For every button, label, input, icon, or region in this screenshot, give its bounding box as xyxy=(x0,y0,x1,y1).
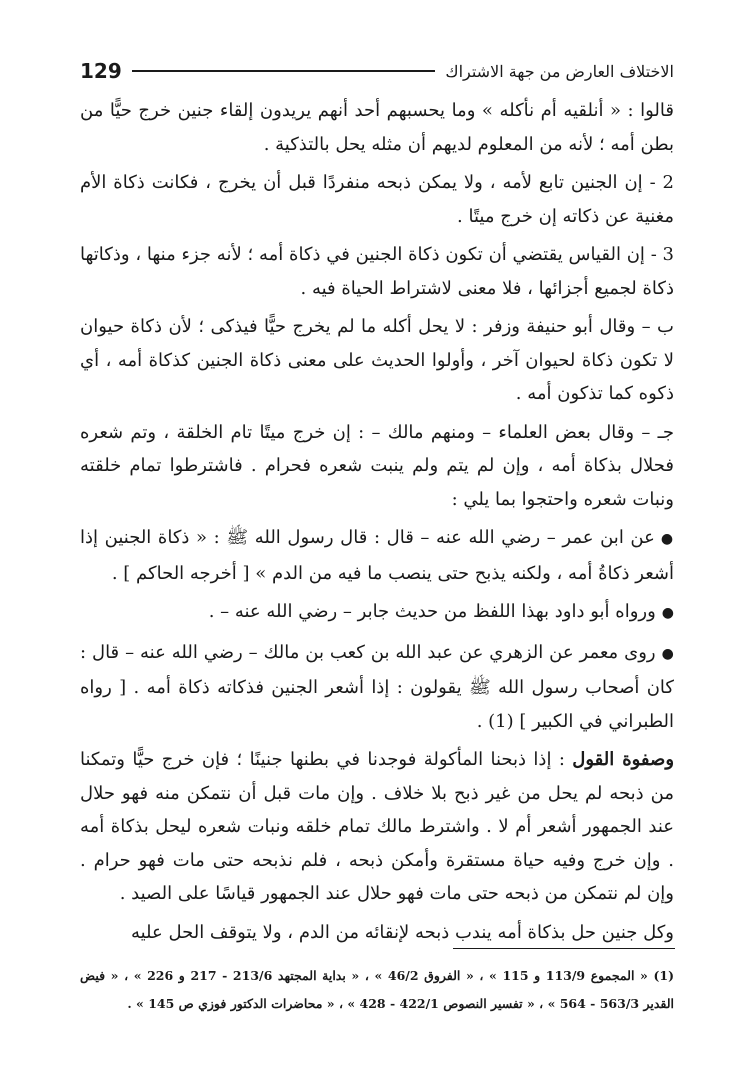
page-header xyxy=(80,58,674,84)
summary-text: : إذا ذبحنا المأكولة فوجدنا في بطنها جنينًا ؛ فإن خرج حيًّا وتمكنا من ذبحه لم يحل من غير ذبح بلا خلاف . وإن مات قبل أن نتمكن منه فهو حلال عند الجمهور أشعر أم لا . واشترط مالك تمام خلقه ونبات شعره ليحل بذكاة أمه . وإن خرج وفيه حياة مستقرة وأمكن ذبحه ، فلم نذبحه حتى مات فهو حرام . وإن لم نتمكن من ذبحه حتى مات فهو حلال عند الجمهور قياسًا على الصيد . xyxy=(80,749,674,904)
paragraph-3: 3 - إن القياس يقتضي أن تكون ذكاة الجنين في ذكاة أمه ؛ لأنه جزء منها ، وذكاتها ذكاة لجميع أجزائها ، فلا معنى لاشتراط الحياة فيه . xyxy=(80,244,674,299)
page-number: 129 xyxy=(80,59,122,83)
header-rule xyxy=(132,70,436,72)
running-title: الاختلاف العارض من جهة الاشتراك xyxy=(445,61,674,81)
footnote: (1) « المجموع 113/9 و 115 » ، « الفروق 46/2 » ، « بداية المجتهد 213/6 - 217 و 226 » ، « فيض القدير 563/3 - 564 » ، « تفسير النصوص 422/1 - 428 » ، « محاضرات الدكتور فوزي ص 145 » . xyxy=(80,968,674,1011)
paragraph-4: ب – وقال أبو حنيفة وزفر : لا يحل أكله ما لم يخرج حيًّا فيذكى ؛ لأن ذكاة حيوان لا تكون ذكاة لحيوان آخر ، وأولوا الحديث على معنى ذكاة الجنين كذكاة أمه ، أي ذكوه كما تذكون أمه . xyxy=(80,316,674,404)
closing-paragraph: وكل جنين حل بذكاة أمه يندب ذبحه لإنقائه من الدم ، ولا يتوقف الحل عليه xyxy=(130,921,674,943)
summary-paragraph xyxy=(80,743,674,911)
page-body xyxy=(80,94,674,954)
bullet-item-2: ● ورواه أبو داود بهذا اللفظ من حديث جابر – رضي الله عنه – . xyxy=(80,595,674,631)
footnote-divider xyxy=(453,948,675,949)
paragraph-5: جـ – وقال بعض العلماء – ومنهم مالك – : إن خرج ميتًا تام الخلقة ، وتم شعره فحلال بذكاة أمه ، وإن لم يتم ولم ينبت شعره فحرام . فاشترطوا تمام خلقته ونبات شعره واحتجوا بما يلي : xyxy=(80,421,674,510)
summary-lead: وصفوة القول xyxy=(572,749,675,770)
paragraph-2: 2 - إن الجنين تابع لأمه ، ولا يمكن ذبحه منفردًا قبل أن يخرج ، فكانت ذكاة الأم مغنية عن ذكاته إن خرج ميتًا . xyxy=(80,172,674,227)
bullet-item-1: ● عن ابن عمر – رضي الله عنه – قال : قال رسول الله ﷺ : « ذكاة الجنين إذا أشعر ذكاةُ أمه ، ولكنه يذبح حتى ينصب ما فيه من الدم » [ أخرجه الحاكم ] . xyxy=(80,521,674,590)
bullet-item-3: ● روى معمر عن الزهري عن عبد الله بن كعب بن مالك – رضي الله عنه – قال : كان أصحاب رسول الله ﷺ يقولون : إذا أشعر الجنين فذكاته ذكاة أمه . [ رواه الطبراني في الكبير ] (1) . xyxy=(80,636,674,739)
paragraph-1: قالوا : « أنلقيه أم نأكله » وما يحسبهم أحد أنهم يريدون إلقاء جنين خرج حيًّا من بطن أمه ؛ لأنه من المعلوم لديهم أن مثله يحل بالتذكية . xyxy=(80,100,674,155)
